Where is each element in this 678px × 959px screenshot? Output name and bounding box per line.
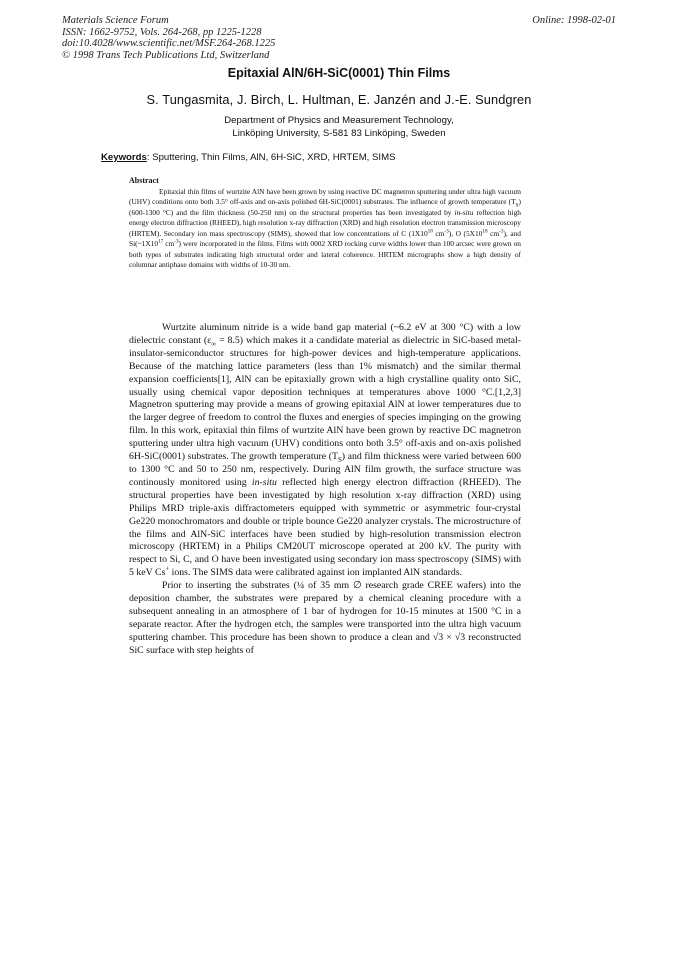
affiliation-line-1: Department of Physics and Measurement Technology, bbox=[224, 115, 454, 126]
affiliation bbox=[0, 115, 678, 140]
abstract-paragraph: Epitaxial thin films of wurtzite AlN have been grown by using reactive DC magnetron sputtering under ultra high vacuum (UHV) conditions onto both 3.5° off-axis and on-axis polished 6H-SiC(0001) substrates. The influence of growth temperature $(T_S)$ (600-1300 °C) and the film thickness (50-250 nm) on the structural properties has been investigated by in-situ reflection high energy electron diffraction (RHEED), high resolution x-ray diffraction (XRD) and high resolution electron transmission microscopy (HRTEM). Secondary ion mass spectroscopy (SIMS), showed that low concentrations of C ($1X10^{18}$ $cm^{-3}$), O ($5X10^{18}$ $cm^{-3}$), and $Si(\sim 1X10^{17}$ $cm^{-3}$) were incorporated in the films. Films with 0002 XRD rocking curve widths lower than 100 arcsec were grown on both types of substrates indicating high structural order and lateral coherence. HRTEM micrographs show a high density of columnar antiphase domains with widths of 10-30 nm. bbox=[129, 186, 521, 269]
keywords-text: : Sputtering, Thin Films, AlN, 6H-SiC, XRD, HRTEM, SIMS bbox=[146, 152, 396, 163]
body-paragraph-2: Prior to inserting the substrates (¼ of 35 mm ∅ research grade CREE wafers) into the deposition chamber, the substrates were prepared by a chemical cleaning procedure with a subsequent annealing in an atmosphere of 1 bar of hydrogen for 10-15 minutes at 1500 °C in a separate reactor. After the hydrogen etch, the samples were transported into the ultra high vacuum sputtering chamber. This procedure has been shown to produce a clean and √3 × √3 reconstructed SiC surface with step heights of bbox=[129, 580, 522, 656]
abstract-heading: Abstract bbox=[129, 176, 159, 185]
keywords-label: Keywords bbox=[101, 152, 147, 163]
journal-name: Materials Science Forum bbox=[62, 15, 169, 26]
author-list: S. Tungasmita, J. Birch, L. Hultman, E. Janzén and J.-E. Sundgren bbox=[146, 92, 532, 107]
abstract-section bbox=[129, 176, 521, 271]
body-paragraph-1: Wurtzite aluminum nitride is a wide band gap material (~6.2 eV at 300 °C) with a low dielectric constant $(\varepsilon_\infty = 8.5)$ which makes it a candidate material as dielectric in SiC-based metal-insulator-semiconductor structures for high-power devices and high-temperature applications. Because of the matching lattice parameters (less than 1% mismatch) and the similar thermal expansion coefficients[1], AlN can be epitaxially grown with a high crystalline quality onto SiC, usually using chemical vapor deposition techniques at temperatures above 1000 °C.[1,2,3] Magnetron sputtering may provide a means of growing epitaxial AlN at lower temperatures due to the larger degree of freedom to control the fluxes and energies of species impinging on the growing film. In this work, epitaxial thin films of wurtzite AlN have been grown by reactive DC magnetron sputtering under ultra high vacuum (UHV) conditions onto both 3.5° off-axis and on-axis polished 6H-SiC(0001) substrates. The growth temperature $(T_S)$ and film thickness were varied between 600 to 1300 °C and 50 to 250 nm, respectively. During AlN film growth, the surface structure was continously monitored using in-situ reflected high energy electron diffraction (RHEED). The structural properties have been investigated by high resolution x-ray diffraction (XRD) using Philips MRD triple-axis diffractometers equipped with symmetric or asymmetric four-crystal Ge220 monochromators and double or triple bounce Ge220 analyzer crystals. The microstructure of the films and AlN-SiC interfaces have been studied by high-resolution transmission electron microscopy (HRTEM) in a Philips CM20UT microscope operated at 200 kV. The purity with respect to Si, C, and O have been investigated using secondary ion mass spectroscopy (SIMS) with 5 keV Cs+ ions. The SIMS data were calibrated against ion implanted AlN standards. bbox=[129, 322, 522, 579]
sqrt3-reconstruction: √3 × √3 bbox=[432, 631, 466, 643]
copyright-line: © 1998 Trans Tech Publications Ltd, Switzerland bbox=[62, 49, 270, 61]
doi-link[interactable]: doi:10.4028/www.scientific.net/MSF.264-268.1225 bbox=[62, 38, 276, 50]
affiliation-line-2: Linköping University, S-581 83 Linköping, Sweden bbox=[232, 127, 446, 139]
body-text bbox=[129, 322, 521, 658]
paper-title: Epitaxial AlN/6H-SiC(0001) Thin Films bbox=[227, 66, 451, 80]
journal-header bbox=[62, 15, 275, 61]
issn-line: ISSN: 1662-9752, Vols. 264-268, pp 1225-1228 bbox=[62, 26, 262, 38]
keywords bbox=[101, 152, 395, 163]
online-date: Online: 1998-02-01 bbox=[532, 15, 616, 26]
